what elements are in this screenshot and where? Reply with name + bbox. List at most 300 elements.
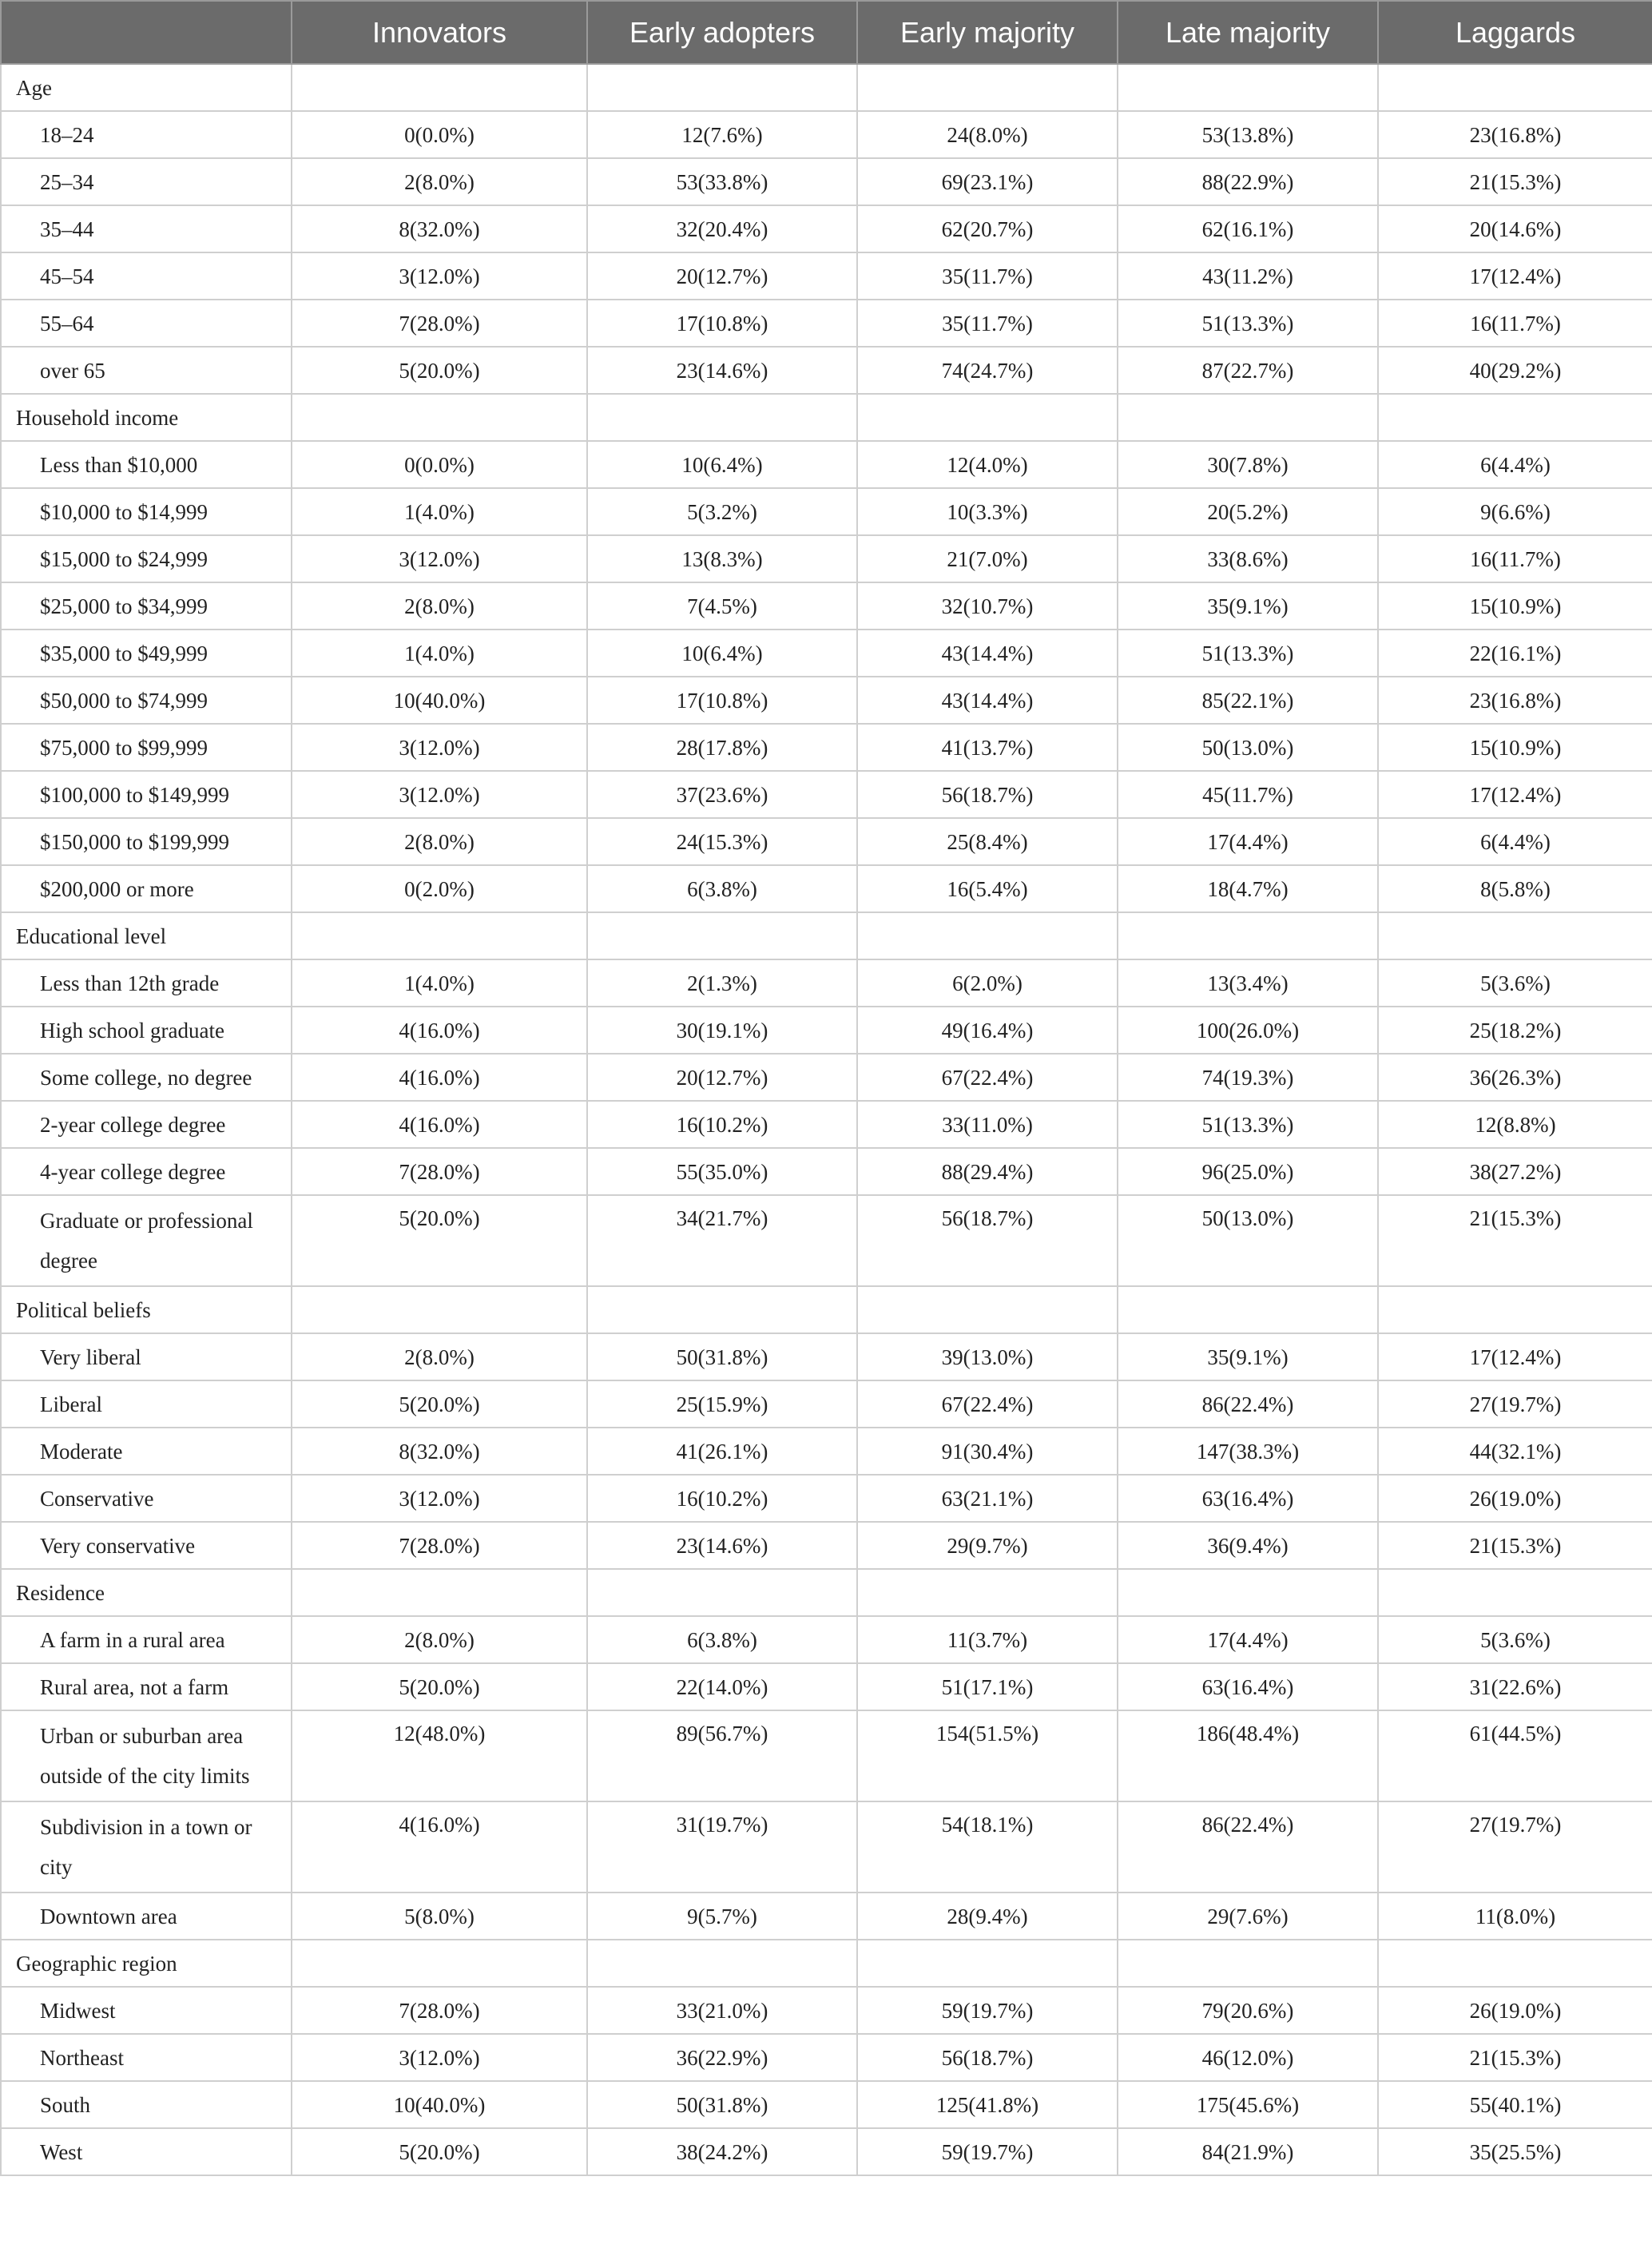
table-cell: 5(20.0%) bbox=[292, 1663, 587, 1710]
table-cell bbox=[587, 1569, 857, 1616]
table-cell: 9(5.7%) bbox=[587, 1893, 857, 1940]
table-body bbox=[1, 64, 1652, 2175]
row-label: $35,000 to $49,999 bbox=[1, 630, 292, 677]
table-cell: 23(16.8%) bbox=[1378, 677, 1652, 724]
table-cell: 41(13.7%) bbox=[857, 724, 1118, 771]
table-cell: 51(13.3%) bbox=[1118, 300, 1378, 347]
table-cell: 30(7.8%) bbox=[1118, 441, 1378, 488]
group-row bbox=[1, 1940, 1652, 1987]
table-cell bbox=[1378, 1569, 1652, 1616]
header-cell-early-adopters: Early adopters bbox=[587, 1, 857, 64]
table-cell: 16(11.7%) bbox=[1378, 300, 1652, 347]
table-cell: 13(3.4%) bbox=[1118, 959, 1378, 1007]
table-cell bbox=[1378, 1940, 1652, 1987]
table-cell: 10(6.4%) bbox=[587, 630, 857, 677]
table-cell: 3(12.0%) bbox=[292, 535, 587, 582]
row-label: 2-year college degree bbox=[1, 1101, 292, 1148]
header-row bbox=[1, 1, 1652, 64]
table-cell: 50(13.0%) bbox=[1118, 1195, 1378, 1286]
table-cell: 16(11.7%) bbox=[1378, 535, 1652, 582]
table-cell: 15(10.9%) bbox=[1378, 582, 1652, 630]
table-cell: 3(12.0%) bbox=[292, 771, 587, 818]
table-cell: 23(14.6%) bbox=[587, 347, 857, 394]
table-row bbox=[1, 535, 1652, 582]
table-cell: 28(17.8%) bbox=[587, 724, 857, 771]
table-row bbox=[1, 1522, 1652, 1569]
table-cell: 17(12.4%) bbox=[1378, 252, 1652, 300]
table-cell bbox=[857, 394, 1118, 441]
row-label: 25–34 bbox=[1, 158, 292, 205]
table-cell: 100(26.0%) bbox=[1118, 1007, 1378, 1054]
table-row bbox=[1, 1101, 1652, 1148]
table-cell: 49(16.4%) bbox=[857, 1007, 1118, 1054]
table-cell: 41(26.1%) bbox=[587, 1428, 857, 1475]
table-cell: 74(19.3%) bbox=[1118, 1054, 1378, 1101]
group-row bbox=[1, 912, 1652, 959]
table-cell bbox=[857, 1940, 1118, 1987]
row-label: South bbox=[1, 2081, 292, 2128]
row-label: Less than $10,000 bbox=[1, 441, 292, 488]
row-label: $75,000 to $99,999 bbox=[1, 724, 292, 771]
table-cell: 3(12.0%) bbox=[292, 252, 587, 300]
table-row bbox=[1, 959, 1652, 1007]
table-cell: 50(31.8%) bbox=[587, 1333, 857, 1380]
row-label: $100,000 to $149,999 bbox=[1, 771, 292, 818]
table-row bbox=[1, 724, 1652, 771]
table-cell bbox=[1118, 64, 1378, 111]
row-label: Graduate or professional degree bbox=[1, 1195, 292, 1286]
table-cell: 37(23.6%) bbox=[587, 771, 857, 818]
table-cell: 51(13.3%) bbox=[1118, 1101, 1378, 1148]
table-cell: 6(3.8%) bbox=[587, 1616, 857, 1663]
table-row bbox=[1, 111, 1652, 158]
table-cell bbox=[857, 1286, 1118, 1333]
table-cell: 7(28.0%) bbox=[292, 1148, 587, 1195]
table-cell bbox=[292, 912, 587, 959]
table-cell: 17(4.4%) bbox=[1118, 1616, 1378, 1663]
table-cell: 1(4.0%) bbox=[292, 488, 587, 535]
table-cell: 35(9.1%) bbox=[1118, 582, 1378, 630]
table-cell: 53(33.8%) bbox=[587, 158, 857, 205]
table-cell bbox=[1378, 912, 1652, 959]
row-label: Urban or suburban area outside of the city limits bbox=[1, 1710, 292, 1801]
row-label: Rural area, not a farm bbox=[1, 1663, 292, 1710]
table-cell: 18(4.7%) bbox=[1118, 865, 1378, 912]
row-label: Very liberal bbox=[1, 1333, 292, 1380]
table-cell: 1(4.0%) bbox=[292, 630, 587, 677]
table-cell: 2(8.0%) bbox=[292, 582, 587, 630]
row-label: 55–64 bbox=[1, 300, 292, 347]
table-cell: 35(25.5%) bbox=[1378, 2128, 1652, 2175]
table-cell: 22(16.1%) bbox=[1378, 630, 1652, 677]
table-cell: 10(6.4%) bbox=[587, 441, 857, 488]
table-row bbox=[1, 1380, 1652, 1428]
table-cell: 32(10.7%) bbox=[857, 582, 1118, 630]
table-cell bbox=[1118, 1940, 1378, 1987]
table-cell: 32(20.4%) bbox=[587, 205, 857, 252]
table-cell: 21(15.3%) bbox=[1378, 1522, 1652, 1569]
table-cell: 147(38.3%) bbox=[1118, 1428, 1378, 1475]
table-cell: 43(11.2%) bbox=[1118, 252, 1378, 300]
table-cell: 20(12.7%) bbox=[587, 1054, 857, 1101]
table-row bbox=[1, 158, 1652, 205]
table-cell bbox=[857, 912, 1118, 959]
table-cell: 12(8.8%) bbox=[1378, 1101, 1652, 1148]
table-cell: 30(19.1%) bbox=[587, 1007, 857, 1054]
row-label: $15,000 to $24,999 bbox=[1, 535, 292, 582]
table-cell: 0(0.0%) bbox=[292, 441, 587, 488]
table-cell: 17(10.8%) bbox=[587, 300, 857, 347]
table-cell: 43(14.4%) bbox=[857, 677, 1118, 724]
table-cell: 11(3.7%) bbox=[857, 1616, 1118, 1663]
table-header bbox=[1, 1, 1652, 64]
table-cell: 50(13.0%) bbox=[1118, 724, 1378, 771]
row-label: Very conservative bbox=[1, 1522, 292, 1569]
table-cell: 17(10.8%) bbox=[587, 677, 857, 724]
table-cell: 54(18.1%) bbox=[857, 1801, 1118, 1893]
table-cell: 2(1.3%) bbox=[587, 959, 857, 1007]
table-cell: 1(4.0%) bbox=[292, 959, 587, 1007]
row-label: Subdivision in a town or city bbox=[1, 1801, 292, 1893]
table-cell: 5(20.0%) bbox=[292, 1195, 587, 1286]
table-row bbox=[1, 865, 1652, 912]
table-row bbox=[1, 582, 1652, 630]
table-cell: 25(15.9%) bbox=[587, 1380, 857, 1428]
table-row bbox=[1, 347, 1652, 394]
table-cell: 35(11.7%) bbox=[857, 300, 1118, 347]
table-cell bbox=[587, 1286, 857, 1333]
table-cell: 61(44.5%) bbox=[1378, 1710, 1652, 1801]
table-cell: 3(12.0%) bbox=[292, 724, 587, 771]
table-cell: 16(10.2%) bbox=[587, 1101, 857, 1148]
table-row bbox=[1, 1663, 1652, 1710]
table-cell: 63(16.4%) bbox=[1118, 1663, 1378, 1710]
table-cell: 2(8.0%) bbox=[292, 1616, 587, 1663]
table-cell: 86(22.4%) bbox=[1118, 1801, 1378, 1893]
table-row bbox=[1, 1710, 1652, 1801]
table-cell: 63(16.4%) bbox=[1118, 1475, 1378, 1522]
table-cell bbox=[292, 1569, 587, 1616]
table-cell: 11(8.0%) bbox=[1378, 1893, 1652, 1940]
table-cell: 6(2.0%) bbox=[857, 959, 1118, 1007]
table-cell bbox=[1378, 394, 1652, 441]
table-cell: 21(15.3%) bbox=[1378, 2034, 1652, 2081]
table-row bbox=[1, 2034, 1652, 2081]
group-row bbox=[1, 394, 1652, 441]
table-row bbox=[1, 2081, 1652, 2128]
table-cell: 12(7.6%) bbox=[587, 111, 857, 158]
table-cell: 12(48.0%) bbox=[292, 1710, 587, 1801]
row-label: $200,000 or more bbox=[1, 865, 292, 912]
table-cell: 17(4.4%) bbox=[1118, 818, 1378, 865]
header-cell-innovators: Innovators bbox=[292, 1, 587, 64]
table-cell: 34(21.7%) bbox=[587, 1195, 857, 1286]
table-cell: 56(18.7%) bbox=[857, 2034, 1118, 2081]
table-cell: 26(19.0%) bbox=[1378, 1475, 1652, 1522]
group-label: Geographic region bbox=[1, 1940, 292, 1987]
table-cell bbox=[857, 1569, 1118, 1616]
table-row bbox=[1, 205, 1652, 252]
row-label: $25,000 to $34,999 bbox=[1, 582, 292, 630]
table-cell bbox=[587, 1940, 857, 1987]
table-cell: 33(21.0%) bbox=[587, 1987, 857, 2034]
row-label: High school graduate bbox=[1, 1007, 292, 1054]
table-cell bbox=[1378, 1286, 1652, 1333]
table-cell: 0(0.0%) bbox=[292, 111, 587, 158]
table-cell: 10(40.0%) bbox=[292, 677, 587, 724]
table-cell: 4(16.0%) bbox=[292, 1801, 587, 1893]
table-cell: 17(12.4%) bbox=[1378, 771, 1652, 818]
table-cell: 27(19.7%) bbox=[1378, 1801, 1652, 1893]
table-cell: 59(19.7%) bbox=[857, 1987, 1118, 2034]
table-cell: 53(13.8%) bbox=[1118, 111, 1378, 158]
table-cell: 175(45.6%) bbox=[1118, 2081, 1378, 2128]
table-cell bbox=[292, 394, 587, 441]
table-cell: 24(15.3%) bbox=[587, 818, 857, 865]
group-row bbox=[1, 1569, 1652, 1616]
table-cell: 22(14.0%) bbox=[587, 1663, 857, 1710]
table-cell: 10(40.0%) bbox=[292, 2081, 587, 2128]
table-cell: 21(7.0%) bbox=[857, 535, 1118, 582]
table-cell: 28(9.4%) bbox=[857, 1893, 1118, 1940]
header-cell-early-majority: Early majority bbox=[857, 1, 1118, 64]
table-cell: 125(41.8%) bbox=[857, 2081, 1118, 2128]
table-cell: 46(12.0%) bbox=[1118, 2034, 1378, 2081]
table-cell bbox=[587, 394, 857, 441]
header-cell-laggards: Laggards bbox=[1378, 1, 1652, 64]
table-cell: 35(9.1%) bbox=[1118, 1333, 1378, 1380]
table-cell: 31(22.6%) bbox=[1378, 1663, 1652, 1710]
table-cell: 7(28.0%) bbox=[292, 300, 587, 347]
table-cell: 10(3.3%) bbox=[857, 488, 1118, 535]
group-label: Educational level bbox=[1, 912, 292, 959]
table-cell: 2(8.0%) bbox=[292, 158, 587, 205]
table-cell: 4(16.0%) bbox=[292, 1054, 587, 1101]
table-cell: 55(35.0%) bbox=[587, 1148, 857, 1195]
row-label: A farm in a rural area bbox=[1, 1616, 292, 1663]
table-cell: 35(11.7%) bbox=[857, 252, 1118, 300]
table-cell: 74(24.7%) bbox=[857, 347, 1118, 394]
table-row bbox=[1, 1007, 1652, 1054]
table-cell: 3(12.0%) bbox=[292, 2034, 587, 2081]
table-cell: 33(8.6%) bbox=[1118, 535, 1378, 582]
table-cell: 17(12.4%) bbox=[1378, 1333, 1652, 1380]
table-row bbox=[1, 300, 1652, 347]
table-cell: 9(6.6%) bbox=[1378, 488, 1652, 535]
table-cell: 8(32.0%) bbox=[292, 205, 587, 252]
table-cell bbox=[1118, 1286, 1378, 1333]
table-cell: 87(22.7%) bbox=[1118, 347, 1378, 394]
table-cell: 86(22.4%) bbox=[1118, 1380, 1378, 1428]
table-cell: 5(3.6%) bbox=[1378, 1616, 1652, 1663]
table-cell: 24(8.0%) bbox=[857, 111, 1118, 158]
table-cell: 67(22.4%) bbox=[857, 1380, 1118, 1428]
table-row bbox=[1, 1195, 1652, 1286]
table-cell: 6(4.4%) bbox=[1378, 818, 1652, 865]
table-cell: 2(8.0%) bbox=[292, 818, 587, 865]
table-cell: 5(3.6%) bbox=[1378, 959, 1652, 1007]
table-cell: 29(7.6%) bbox=[1118, 1893, 1378, 1940]
table-cell: 186(48.4%) bbox=[1118, 1710, 1378, 1801]
table-cell: 45(11.7%) bbox=[1118, 771, 1378, 818]
table-cell: 23(14.6%) bbox=[587, 1522, 857, 1569]
row-label: Liberal bbox=[1, 1380, 292, 1428]
group-label: Age bbox=[1, 64, 292, 111]
table-cell bbox=[1378, 64, 1652, 111]
table-cell: 59(19.7%) bbox=[857, 2128, 1118, 2175]
table-cell: 12(4.0%) bbox=[857, 441, 1118, 488]
table-cell: 50(31.8%) bbox=[587, 2081, 857, 2128]
table-cell: 8(5.8%) bbox=[1378, 865, 1652, 912]
table-row bbox=[1, 1801, 1652, 1893]
table-row bbox=[1, 677, 1652, 724]
table-cell: 88(22.9%) bbox=[1118, 158, 1378, 205]
table-row bbox=[1, 818, 1652, 865]
row-label: Downtown area bbox=[1, 1893, 292, 1940]
table-cell: 15(10.9%) bbox=[1378, 724, 1652, 771]
row-label: $50,000 to $74,999 bbox=[1, 677, 292, 724]
table-cell: 33(11.0%) bbox=[857, 1101, 1118, 1148]
table-cell: 51(13.3%) bbox=[1118, 630, 1378, 677]
table-cell: 5(20.0%) bbox=[292, 347, 587, 394]
table-cell bbox=[587, 64, 857, 111]
header-cell-late-majority: Late majority bbox=[1118, 1, 1378, 64]
table-cell: 43(14.4%) bbox=[857, 630, 1118, 677]
table-row bbox=[1, 441, 1652, 488]
table-cell: 38(27.2%) bbox=[1378, 1148, 1652, 1195]
row-label: Conservative bbox=[1, 1475, 292, 1522]
row-label: 45–54 bbox=[1, 252, 292, 300]
table-cell: 5(3.2%) bbox=[587, 488, 857, 535]
table-row bbox=[1, 1893, 1652, 1940]
row-label: 35–44 bbox=[1, 205, 292, 252]
group-label: Political beliefs bbox=[1, 1286, 292, 1333]
table-cell: 7(4.5%) bbox=[587, 582, 857, 630]
table-row bbox=[1, 1616, 1652, 1663]
table-cell: 84(21.9%) bbox=[1118, 2128, 1378, 2175]
table-cell bbox=[1118, 912, 1378, 959]
table-cell: 16(5.4%) bbox=[857, 865, 1118, 912]
row-label: West bbox=[1, 2128, 292, 2175]
row-label: $10,000 to $14,999 bbox=[1, 488, 292, 535]
table-cell bbox=[292, 1286, 587, 1333]
table-cell: 62(16.1%) bbox=[1118, 205, 1378, 252]
row-label: 4-year college degree bbox=[1, 1148, 292, 1195]
row-label: Less than 12th grade bbox=[1, 959, 292, 1007]
table-cell: 13(8.3%) bbox=[587, 535, 857, 582]
table-row bbox=[1, 1148, 1652, 1195]
row-label: Northeast bbox=[1, 2034, 292, 2081]
table-cell: 21(15.3%) bbox=[1378, 158, 1652, 205]
table-row bbox=[1, 1987, 1652, 2034]
table-cell: 55(40.1%) bbox=[1378, 2081, 1652, 2128]
table-cell: 7(28.0%) bbox=[292, 1522, 587, 1569]
table-cell: 154(51.5%) bbox=[857, 1710, 1118, 1801]
header-cell-stub bbox=[1, 1, 292, 64]
table-cell: 31(19.7%) bbox=[587, 1801, 857, 1893]
table-cell: 40(29.2%) bbox=[1378, 347, 1652, 394]
group-label: Residence bbox=[1, 1569, 292, 1616]
table-cell: 62(20.7%) bbox=[857, 205, 1118, 252]
table-row bbox=[1, 1333, 1652, 1380]
table-cell: 6(4.4%) bbox=[1378, 441, 1652, 488]
table-cell: 0(2.0%) bbox=[292, 865, 587, 912]
table-cell: 38(24.2%) bbox=[587, 2128, 857, 2175]
table-row bbox=[1, 1475, 1652, 1522]
row-label: $150,000 to $199,999 bbox=[1, 818, 292, 865]
table-cell: 56(18.7%) bbox=[857, 1195, 1118, 1286]
table-cell: 3(12.0%) bbox=[292, 1475, 587, 1522]
table-cell bbox=[292, 1940, 587, 1987]
table-cell bbox=[1118, 394, 1378, 441]
table-cell: 2(8.0%) bbox=[292, 1333, 587, 1380]
table-cell: 5(8.0%) bbox=[292, 1893, 587, 1940]
table-cell: 79(20.6%) bbox=[1118, 1987, 1378, 2034]
table-cell: 91(30.4%) bbox=[857, 1428, 1118, 1475]
table-cell: 36(9.4%) bbox=[1118, 1522, 1378, 1569]
table-row bbox=[1, 2128, 1652, 2175]
table-cell: 39(13.0%) bbox=[857, 1333, 1118, 1380]
table-cell bbox=[1118, 1569, 1378, 1616]
table-cell: 25(18.2%) bbox=[1378, 1007, 1652, 1054]
table-cell: 36(22.9%) bbox=[587, 2034, 857, 2081]
table-cell bbox=[587, 912, 857, 959]
table-cell: 44(32.1%) bbox=[1378, 1428, 1652, 1475]
table-row bbox=[1, 1054, 1652, 1101]
table-cell: 4(16.0%) bbox=[292, 1101, 587, 1148]
table-cell: 20(5.2%) bbox=[1118, 488, 1378, 535]
table-row bbox=[1, 630, 1652, 677]
table-cell bbox=[292, 64, 587, 111]
table-cell: 16(10.2%) bbox=[587, 1475, 857, 1522]
table-cell: 23(16.8%) bbox=[1378, 111, 1652, 158]
table-cell: 25(8.4%) bbox=[857, 818, 1118, 865]
table-cell: 26(19.0%) bbox=[1378, 1987, 1652, 2034]
table-cell: 27(19.7%) bbox=[1378, 1380, 1652, 1428]
row-label: Midwest bbox=[1, 1987, 292, 2034]
group-label: Household income bbox=[1, 394, 292, 441]
table-cell: 56(18.7%) bbox=[857, 771, 1118, 818]
table-row bbox=[1, 488, 1652, 535]
table-cell: 6(3.8%) bbox=[587, 865, 857, 912]
table-cell: 21(15.3%) bbox=[1378, 1195, 1652, 1286]
table-cell: 63(21.1%) bbox=[857, 1475, 1118, 1522]
row-label: Some college, no degree bbox=[1, 1054, 292, 1101]
table-cell: 51(17.1%) bbox=[857, 1663, 1118, 1710]
table-cell: 29(9.7%) bbox=[857, 1522, 1118, 1569]
table-cell: 4(16.0%) bbox=[292, 1007, 587, 1054]
table-cell: 8(32.0%) bbox=[292, 1428, 587, 1475]
row-label: over 65 bbox=[1, 347, 292, 394]
table-cell: 36(26.3%) bbox=[1378, 1054, 1652, 1101]
table-cell: 89(56.7%) bbox=[587, 1710, 857, 1801]
table-cell: 88(29.4%) bbox=[857, 1148, 1118, 1195]
table-row bbox=[1, 771, 1652, 818]
table-cell: 85(22.1%) bbox=[1118, 677, 1378, 724]
row-label: 18–24 bbox=[1, 111, 292, 158]
row-label: Moderate bbox=[1, 1428, 292, 1475]
table-cell: 20(14.6%) bbox=[1378, 205, 1652, 252]
group-row bbox=[1, 1286, 1652, 1333]
table-row bbox=[1, 252, 1652, 300]
table-cell: 5(20.0%) bbox=[292, 2128, 587, 2175]
table-row bbox=[1, 1428, 1652, 1475]
table-cell: 7(28.0%) bbox=[292, 1987, 587, 2034]
table-cell: 20(12.7%) bbox=[587, 252, 857, 300]
table-cell: 69(23.1%) bbox=[857, 158, 1118, 205]
table-cell: 67(22.4%) bbox=[857, 1054, 1118, 1101]
table-cell: 5(20.0%) bbox=[292, 1380, 587, 1428]
